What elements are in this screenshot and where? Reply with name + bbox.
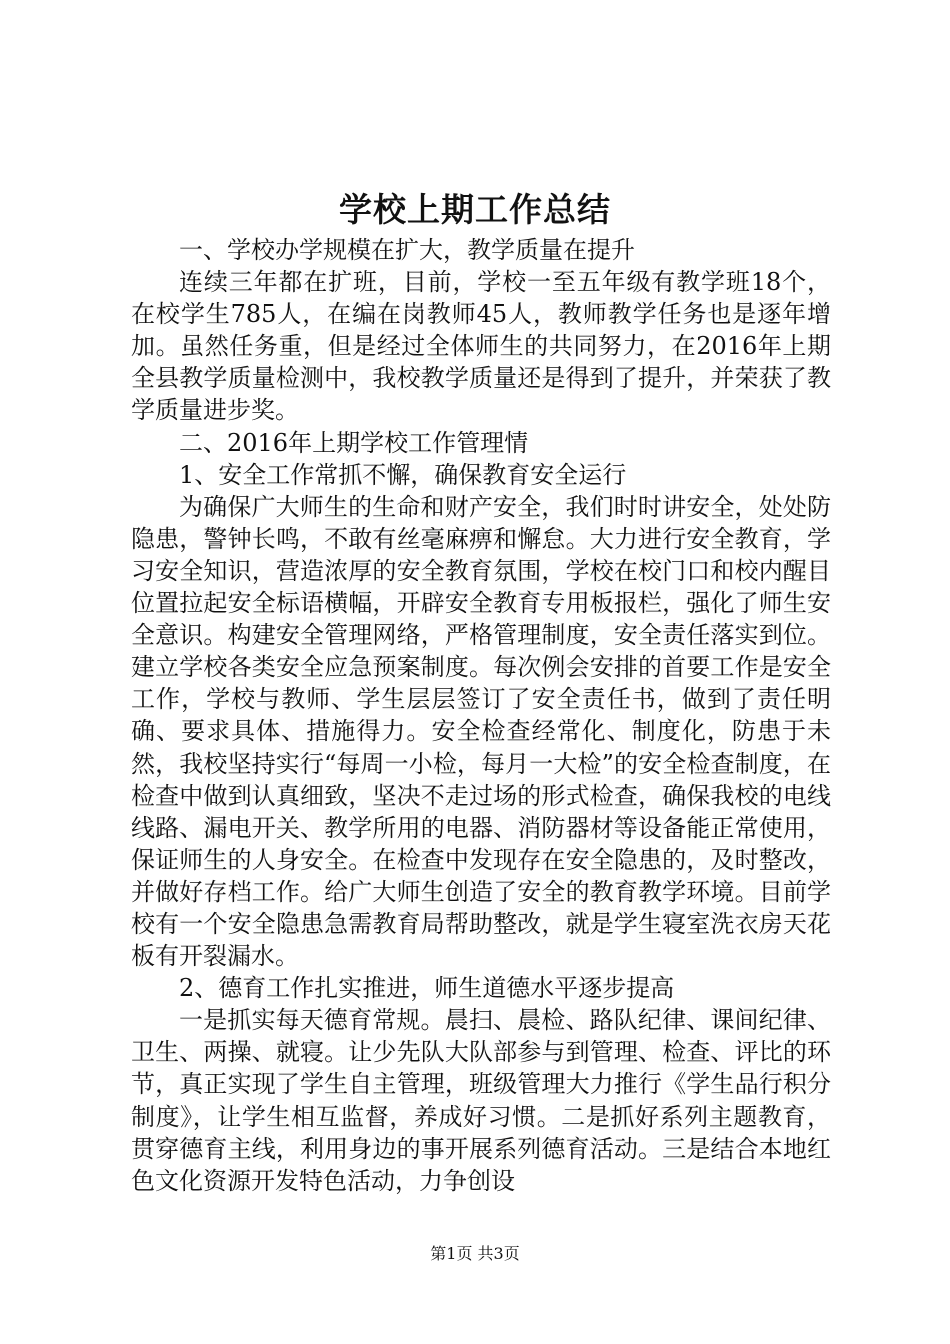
page-footer: 第1页 共3页	[430, 1244, 520, 1263]
section-heading-1: 一、学校办学规模在扩大，教学质量在提升	[179, 236, 635, 264]
paragraph-scale: 连续三年都在扩班，目前，学校一至五年级有教学班18个，在校学生785人，在编在岗教师45人，教师教学任务也是逐年增加。虽然任务重，但是经过全体师生的共同努力，在2016年上期全县教学质量检测中，我校教学质量还是得到了提升，并荣获了教学质量进步奖。	[131, 268, 831, 425]
paragraph-moral: 一是抓实每天德育常规。晨扫、晨检、路队纪律、课间纪律、卫生、两操、就寝。让少先队大队部参与到管理、检查、评比的环节，真正实现了学生自主管理，班级管理大力推行《学生品行积分制度》，让学生相互监督，养成好习惯。二是抓好系列主题教育，贯穿德育主线，利用身边的事开展系列德育活动。三是结合本地红色文化资源开发特色活动，力争创设	[131, 1006, 831, 1195]
subsection-heading-moral: 2、德育工作扎实推进，师生道德水平逐步提高	[179, 974, 675, 1003]
section-heading-2: 二、2016年上期学校工作管理情	[179, 428, 529, 457]
subsection-heading-safety: 1、安全工作常抓不懈，确保教育安全运行	[179, 460, 627, 489]
paragraph-safety: 为确保广大师生的生命和财产安全，我们时时讲安全，处处防隐患，警钟长鸣，不敢有丝毫麻痹和懈怠。大力进行安全教育，学习安全知识，营造浓厚的安全教育氛围，学校在校门口和校内醒目位置拉起安全标语横幅，开辟安全教育专用板报栏，强化了师生安全意识。构建安全管理网络，严格管理制度，安全责任落实到位。建立学校各类安全应急预案制度。每次例会安排的首要工作是安全工作，学校与教师、学生层层签订了安全责任书，做到了责任明确、要求具体、措施得力。安全检查经常化、制度化，防患于未然，我校坚持实行“每周一小检，每月一大检”的安全检查制度，在检查中做到认真细致，坚决不走过场的形式检查，确保我校的电线线路、漏电开关、教学所用的电器、消防器材等设备能正常使用，保证师生的人身安全。在检查中发现存在安全隐患的，及时整改，并做好存档工作。给广大师生创造了安全的教育教学环境。目前学校有一个安全隐患急需教育局帮助整改，就是学生寝室洗衣房天花板有开裂漏水。	[131, 492, 831, 971]
document-title: 学校上期工作总结	[339, 190, 611, 229]
document-body	[131, 234, 831, 1197]
